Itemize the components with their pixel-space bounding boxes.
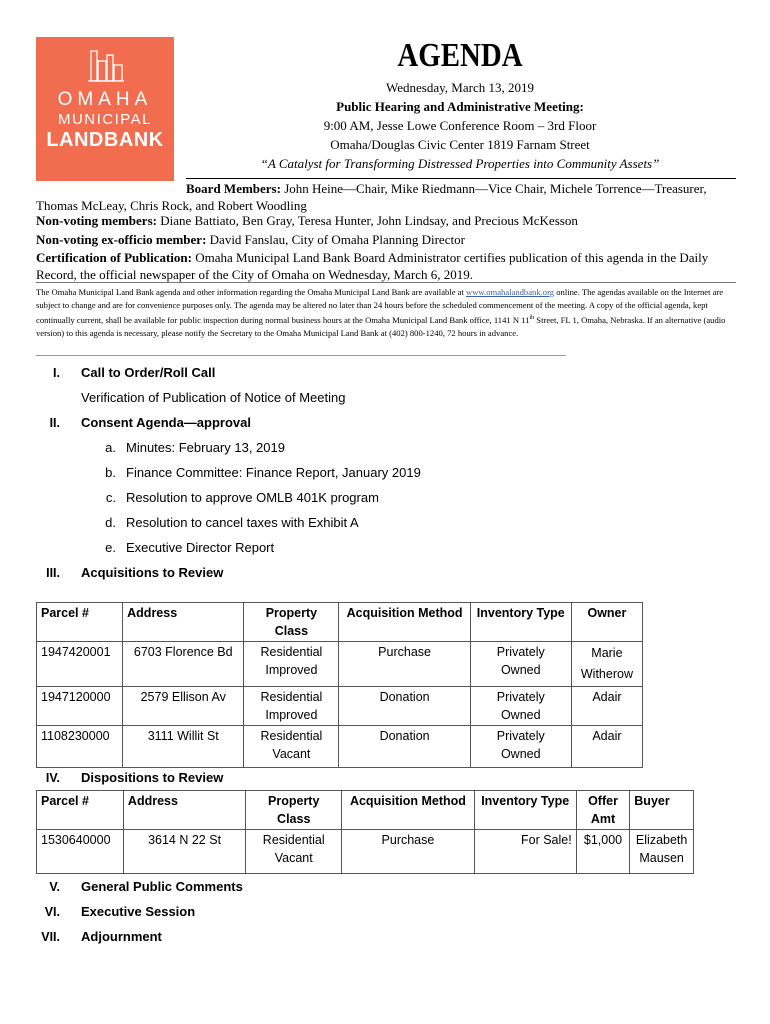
owner-line1: Marie (591, 646, 623, 660)
class-line2: Improved (265, 663, 318, 677)
cell-inventory (470, 687, 571, 726)
item-vi-number: VI. (44, 905, 60, 919)
cell-address: 2579 Ellison Av (123, 687, 244, 726)
cell-method: Purchase (339, 642, 470, 687)
col-parcel: Parcel # (37, 603, 123, 642)
item-iii-title: Acquisitions to Review (81, 565, 224, 580)
inv-line1: Privately (496, 690, 545, 704)
col-property-class: Property Class (244, 603, 339, 642)
owner-line2: Witherow (580, 667, 633, 681)
class-line2: Improved (265, 708, 318, 722)
cell-method: Donation (339, 687, 470, 726)
item-ii-d-text: Resolution to cancel taxes with Exhibit A (126, 515, 359, 530)
cell-parcel: 1947420001 (37, 642, 123, 687)
table-header-row (37, 791, 694, 830)
cell-owner (571, 642, 642, 687)
item-ii-a-text: Minutes: February 13, 2019 (126, 440, 285, 455)
col-acquisition-method: Acquisition Method (339, 603, 470, 642)
item-ii-number: II. (49, 416, 60, 430)
col-parcel: Parcel # (37, 791, 124, 830)
header-divider (186, 178, 736, 179)
notice-part2: online. The agendas available on the Internet are subject to change and are for convenience purposes only. The agenda may be altered no later than 24 hours before the scheduled commencement of the meeting. A copy of the official agenda, kept continually current, shall be available for public inspection during normal business hours at the Omaha Municipal Land Bank office, 1141 N 11 (36, 287, 724, 325)
item-i-sub: Verification of Publication of Notice of Meeting (81, 390, 346, 405)
table-row (37, 726, 643, 768)
logo-line-landbank: LANDBANK (46, 129, 164, 151)
nonvoting-members (36, 212, 738, 229)
logo-line-municipal: MUNICIPAL (57, 111, 153, 128)
class-line1: Residential (260, 690, 323, 704)
skyline-icon (86, 45, 126, 85)
offer-line2: Amt (590, 812, 616, 826)
item-ii-c-text: Resolution to approve OMLB 401K program (126, 490, 379, 505)
cell-class (244, 726, 339, 768)
meeting-venue: Omaha/Douglas Civic Center 1819 Farnam Street (330, 137, 590, 152)
inv-line2: Owned (500, 747, 541, 761)
class-line1: Residential (260, 729, 323, 743)
item-v-number: V. (49, 880, 60, 894)
col-buyer: Buyer (630, 791, 694, 830)
inv-line1: Privately (496, 729, 545, 743)
item-ii-a-letter: a. (105, 440, 116, 455)
class-line2: Vacant (272, 747, 311, 761)
cell-parcel: 1530640000 (37, 830, 124, 874)
tagline: “A Catalyst for Transforming Distressed Properties into Community Assets” (260, 156, 660, 171)
col-inventory-type: Inventory Type (474, 791, 576, 830)
board-members-text: John Heine—Chair, Mike Riedmann—Vice Chair, Michele Torrence—Treasurer, Thomas McLeay, Chris Rock, and Robert Woodling (36, 181, 707, 213)
item-i-title: Call to Order/Roll Call (81, 365, 216, 380)
cell-address: 3614 N 22 St (123, 830, 245, 874)
cell-offer: $1,000 (576, 830, 630, 874)
inv-line2: Owned (500, 708, 541, 722)
cell-class (244, 642, 339, 687)
item-iv-title: Dispositions to Review (81, 770, 224, 785)
item-i-number: I. (53, 366, 60, 380)
cell-class (246, 830, 342, 874)
cell-inventory: For Sale! (474, 830, 576, 874)
item-vii-number: VII. (41, 930, 60, 944)
buyer-line2: Mausen (639, 851, 684, 865)
exofficio-label: Non-voting ex-officio member: (36, 232, 207, 247)
cell-address: 3111 Willit St (123, 726, 244, 768)
exofficio-text: David Fanslau, City of Omaha Planning Director (206, 232, 465, 247)
col-acquisition-method: Acquisition Method (342, 791, 474, 830)
meeting-type: Public Hearing and Administrative Meeting: (336, 99, 584, 114)
logo-line-omaha: OMAHA (57, 89, 153, 110)
certification (36, 249, 738, 283)
col-address: Address (123, 603, 244, 642)
cell-owner: Adair (571, 726, 642, 768)
inv-line1: Privately (496, 645, 545, 659)
cell-parcel: 1108230000 (37, 726, 123, 768)
cell-class (244, 687, 339, 726)
offer-line1: Offer (588, 794, 618, 808)
class-line1: Residential (260, 645, 323, 659)
notice-part1: The Omaha Municipal Land Bank agenda and other information regarding the Omaha Municipal Land Bank are available at (36, 287, 467, 297)
inv-line2: Owned (500, 663, 541, 677)
class-line1: Residential (262, 833, 325, 847)
certification-text: Omaha Municipal Land Bank Board Administrator certifies publication of this agenda in the Daily Record, the official newspaper of the City of Omaha on Wednesday, March 6, 2019. (36, 250, 709, 282)
col-address: Address (123, 791, 245, 830)
omaha-landbank-logo (36, 37, 174, 181)
item-iv-number: IV. (45, 771, 60, 785)
cell-inventory (470, 642, 571, 687)
table-header-row (37, 603, 643, 642)
col-inventory-type: Inventory Type (470, 603, 571, 642)
notice-bottom-divider (36, 355, 566, 356)
cell-inventory (470, 726, 571, 768)
cell-method: Donation (339, 726, 470, 768)
buyer-line1: Elizabeth (635, 833, 688, 847)
cell-buyer (630, 830, 694, 874)
class-line2: Vacant (274, 851, 313, 865)
website-link[interactable]: www.omahalandbank.org (466, 287, 555, 297)
item-ii-title: Consent Agenda—approval (81, 415, 251, 430)
col-offer-amt (576, 791, 630, 830)
page-title: AGENDA (397, 37, 523, 74)
meeting-time-location: 9:00 AM, Jesse Lowe Conference Room – 3rd Floor (323, 118, 597, 133)
dispositions-table (36, 790, 694, 874)
acquisitions-table (36, 602, 643, 768)
notice-sup: th (529, 315, 535, 321)
item-vi-title: Executive Session (81, 904, 196, 919)
notice-part3: Street, FL 1, Omaha, Nebraska. If an alternative (audio version) to this agenda is necessary, please notify the Secretary to the Omaha Municipal Land Bank at (402) 800-1240, 72 hours in advance. (36, 314, 726, 338)
cell-address: 6703 Florence Bd (123, 642, 244, 687)
nonvoting-text: Diane Battiato, Ben Gray, Teresa Hunter, John Lindsay, and Precious McKesson (156, 213, 578, 228)
board-members-label: Board Members: (186, 181, 281, 196)
cell-method: Purchase (342, 830, 474, 874)
board-members (36, 180, 738, 214)
item-ii-b-letter: b. (105, 465, 116, 480)
exofficio-member (36, 231, 738, 248)
col-owner: Owner (571, 603, 642, 642)
col-property-class: Property Class (246, 791, 342, 830)
item-iii-number: III. (46, 566, 60, 580)
notice-divider (36, 282, 736, 283)
table-row (37, 642, 643, 687)
table-row (37, 687, 643, 726)
item-v-title: General Public Comments (81, 879, 243, 894)
item-ii-c-letter: c. (105, 490, 116, 505)
item-ii-e-text: Executive Director Report (126, 540, 275, 555)
item-ii-d-letter: d. (105, 515, 116, 530)
item-ii-e-letter: e. (105, 540, 116, 555)
certification-label: Certification of Publication: (36, 250, 192, 265)
nonvoting-label: Non-voting members: (36, 213, 157, 228)
cell-parcel: 1947120000 (37, 687, 123, 726)
public-notice (36, 286, 736, 340)
item-vii-title: Adjournment (81, 929, 162, 944)
item-ii-b-text: Finance Committee: Finance Report, January 2019 (126, 465, 421, 480)
cell-owner: Adair (571, 687, 642, 726)
meeting-date: Wednesday, March 13, 2019 (386, 80, 534, 95)
table-row (37, 830, 694, 874)
